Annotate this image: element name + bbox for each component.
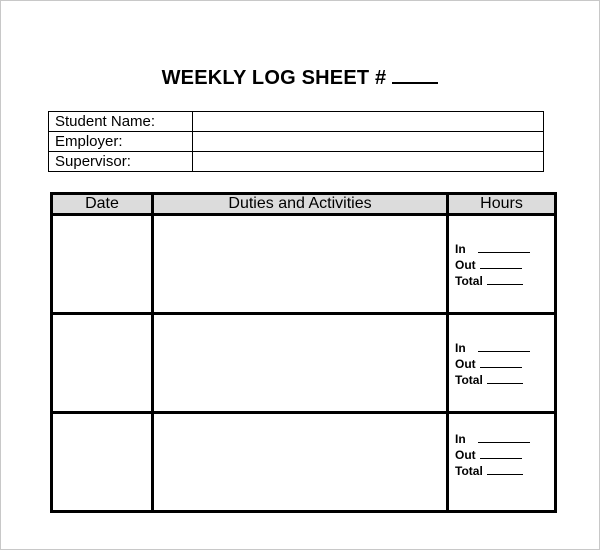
title-text: WEEKLY LOG SHEET # [161,67,387,89]
supervisor-label: Supervisor: [49,152,193,172]
weekly-log-table [50,192,557,513]
log-row [52,413,556,512]
hours-out-blank[interactable] [480,356,522,368]
info-row-supervisor [49,152,544,172]
hours-total-label: Total [455,274,483,288]
duties-cell[interactable] [153,215,448,314]
hours-total-blank[interactable] [487,273,523,285]
log-row [52,215,556,314]
date-cell[interactable] [52,215,153,314]
sheet-number-blank[interactable] [392,66,438,84]
hours-total-label: Total [455,373,483,387]
info-row-student-name [49,112,544,132]
hours-total-blank[interactable] [487,372,523,384]
hours-out-blank[interactable] [480,257,522,269]
date-cell[interactable] [52,413,153,512]
hours-in-label: In [455,341,466,355]
hours-cell [448,314,556,413]
hours-total-blank[interactable] [487,463,523,475]
hours-out-label: Out [455,258,476,272]
date-cell[interactable] [52,314,153,413]
duties-cell[interactable] [153,413,448,512]
hours-in-blank[interactable] [478,431,530,443]
info-row-employer [49,132,544,152]
hours-cell [448,215,556,314]
duties-header: Duties and Activities [153,194,448,215]
employer-field[interactable] [193,132,544,152]
page-title [0,66,600,90]
student-name-field[interactable] [193,112,544,132]
hours-cell [448,413,556,512]
hours-in-label: In [455,242,466,256]
hours-out-label: Out [455,448,476,462]
date-header: Date [52,194,153,215]
hours-out-label: Out [455,357,476,371]
hours-in-blank[interactable] [478,340,530,352]
student-info-table [48,111,544,172]
duties-cell[interactable] [153,314,448,413]
hours-header: Hours [448,194,556,215]
hours-block [455,340,554,388]
log-row [52,314,556,413]
hours-in-blank[interactable] [478,241,530,253]
hours-total-label: Total [455,464,483,478]
hours-in-label: In [455,432,466,446]
hours-block [455,241,554,289]
hours-block [455,431,554,479]
hours-out-blank[interactable] [480,447,522,459]
employer-label: Employer: [49,132,193,152]
log-header-row [52,194,556,215]
student-name-label: Student Name: [49,112,193,132]
supervisor-field[interactable] [193,152,544,172]
